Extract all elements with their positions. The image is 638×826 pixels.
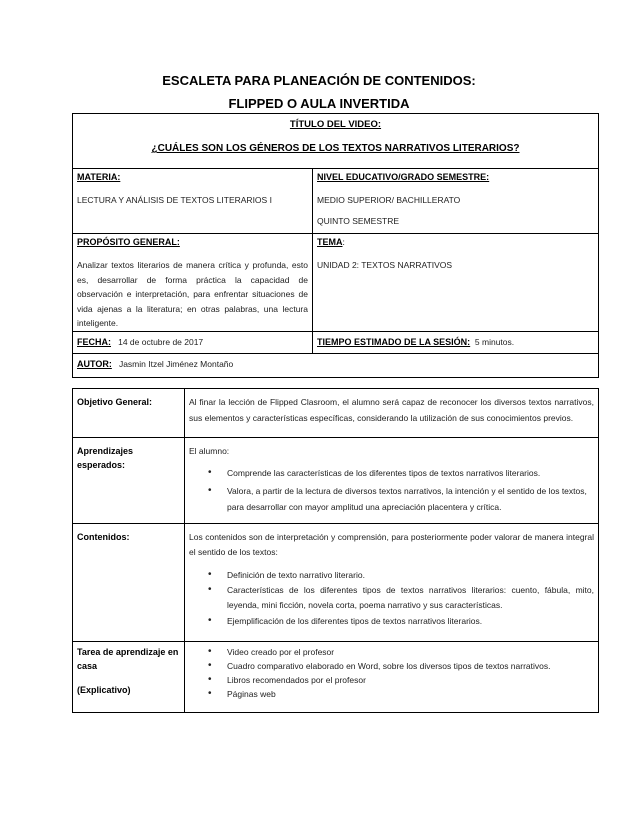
objetivo-row bbox=[73, 389, 599, 438]
proposito-row bbox=[73, 234, 599, 332]
contenidos-list bbox=[189, 568, 594, 628]
document-title-line-2: FLIPPED O AULA INVERTIDA bbox=[228, 96, 410, 111]
contenidos-label-cell bbox=[73, 524, 185, 642]
aprendizajes-item: • Comprende las características de los diferentes tipos de textos narrativos literarios. bbox=[227, 466, 594, 480]
aprendizajes-label-cell bbox=[73, 438, 185, 524]
contenidos-row bbox=[73, 524, 599, 642]
fecha-cell bbox=[73, 331, 313, 353]
contenidos-item: • Características de los diferentes tipos de textos narrativos literarios: cuento, fábula, mito, leyenda, mini ficción, novela corta, poema narrativo y sus características. bbox=[227, 583, 594, 612]
tarea-item: • Páginas web bbox=[227, 687, 594, 701]
fecha-value: 14 de octubre de 2017 bbox=[118, 336, 204, 347]
aprendizajes-value-cell bbox=[185, 438, 599, 524]
objetivo-label: Objetivo General: bbox=[77, 397, 153, 407]
tarea-list bbox=[189, 645, 594, 701]
tarea-row bbox=[73, 642, 599, 713]
contenidos-label: Contenidos: bbox=[77, 532, 130, 542]
tiempo-cell bbox=[313, 331, 599, 353]
video-title-value: ¿CUÁLES SON LOS GÉNEROS DE LOS TEXTOS NARRATIVOS LITERARIOS? bbox=[151, 143, 520, 154]
objetivo-value: Al finar la lección de Flipped Clasroom, el alumno será capaz de reconocer los diversos textos narrativos, sus elementos y características específicas, considerando la utilización de sus conocimientos previos. bbox=[189, 397, 594, 423]
aprendizajes-intro: El alumno: bbox=[189, 446, 230, 456]
fecha-row bbox=[73, 331, 599, 353]
contenidos-item: • Definición de texto narrativo literario. bbox=[227, 568, 594, 582]
contenidos-value-cell bbox=[185, 524, 599, 642]
tema-colon: : bbox=[342, 237, 345, 247]
tema-cell bbox=[313, 234, 599, 332]
nivel-cell bbox=[313, 169, 599, 234]
aprendizajes-item: • Valora, a partir de la lectura de diversos textos narrativos, la intención y el sentido de los textos, para desarrollar con mayor amplitud una apreciación placentera y crítica. bbox=[227, 483, 594, 515]
tarea-item: • Video creado por el profesor bbox=[227, 645, 594, 659]
tarea-item: • Cuadro comparativo elaborado en Word, sobre los diversos tipos de textos narrativos. bbox=[227, 659, 594, 673]
materia-row bbox=[73, 169, 599, 234]
materia-label: MATERIA: bbox=[77, 172, 121, 182]
aprendizajes-list bbox=[189, 466, 594, 515]
tarea-item: • Libros recomendados por el profesor bbox=[227, 673, 594, 687]
proposito-label: PROPÓSITO GENERAL: bbox=[77, 237, 180, 247]
autor-row bbox=[73, 353, 599, 377]
materia-cell bbox=[73, 169, 313, 234]
materia-value: LECTURA Y ANÁLISIS DE TEXTOS LITERARIOS I bbox=[77, 195, 272, 205]
contenidos-item: • Ejemplificación de los diferentes tipos de textos narrativos literarios. bbox=[227, 614, 594, 628]
tarea-label-cell bbox=[73, 642, 185, 713]
video-title-label: TÍTULO DEL VIDEO: bbox=[289, 119, 382, 130]
objectives-table bbox=[72, 388, 599, 713]
tema-label: TEMA bbox=[317, 237, 343, 247]
objetivo-label-cell bbox=[73, 389, 185, 438]
nivel-label: NIVEL EDUCATIVO/GRADO SEMESTRE: bbox=[317, 172, 490, 182]
tiempo-value: 5 minutos. bbox=[474, 336, 515, 347]
tema-value: UNIDAD 2: TEXTOS NARRATIVOS bbox=[317, 260, 453, 270]
fecha-label: FECHA: bbox=[77, 336, 111, 347]
autor-value: Jasmin Itzel Jiménez Montaño bbox=[118, 358, 234, 369]
tarea-value-cell bbox=[185, 642, 599, 713]
video-title-cell bbox=[73, 114, 599, 169]
contenidos-intro: Los contenidos son de interpretación y comprensión, para posteriormente poder valorar de manera integral el sentido de los textos: bbox=[189, 532, 594, 557]
proposito-cell bbox=[73, 234, 313, 332]
nivel-value-2: QUINTO SEMESTRE bbox=[317, 216, 400, 226]
tiempo-label: TIEMPO ESTIMADO DE LA SESIÓN: bbox=[317, 336, 471, 347]
video-title-row bbox=[73, 114, 599, 169]
tarea-label: Tarea de aprendizaje en casa bbox=[77, 647, 179, 671]
proposito-value: Analizar textos literarios de manera crítica y profunda, esto es, desarrollar de forma práctica la capacidad de observación e interpretación, para enfrentar situaciones de vida ajenas a la literatura; en otras palabras, una lectura inteligente. bbox=[77, 260, 308, 328]
objetivo-value-cell bbox=[185, 389, 599, 438]
tarea-label-2: (Explicativo) bbox=[77, 685, 131, 695]
document-title-line-1: ESCALETA PARA PLANEACIÓN DE CONTENIDOS: bbox=[162, 73, 476, 88]
nivel-value-1: MEDIO SUPERIOR/ BACHILLERATO bbox=[317, 195, 461, 205]
autor-cell bbox=[73, 353, 599, 377]
aprendizajes-row bbox=[73, 438, 599, 524]
planning-header-table bbox=[72, 113, 599, 378]
aprendizajes-label: Aprendizajes esperados: bbox=[77, 446, 134, 470]
autor-label: AUTOR: bbox=[77, 358, 112, 369]
